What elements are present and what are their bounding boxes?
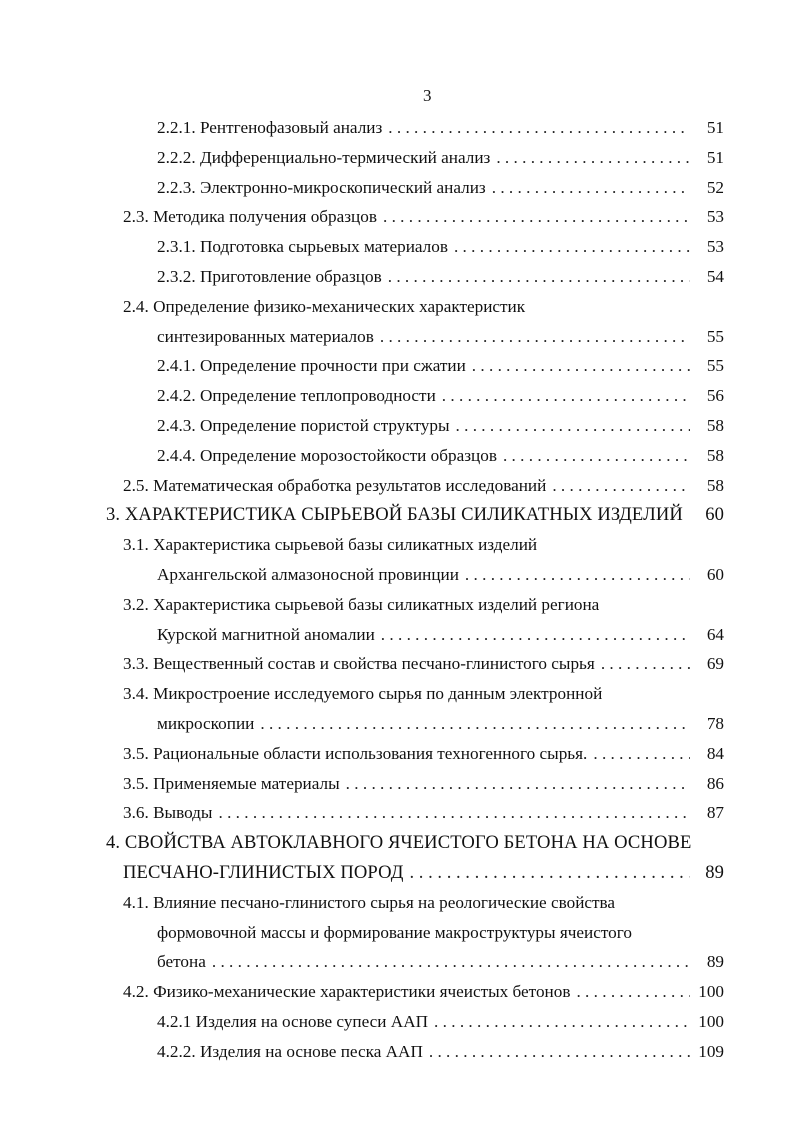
entry-number: 2.2.1. [157, 118, 196, 137]
entry-title: Изделия на основе супеси ААП [195, 1011, 429, 1031]
toc-entry-2-4[interactable] [0, 292, 793, 322]
toc-entry-2-5[interactable] [0, 471, 793, 501]
entry-page: 78 [706, 713, 724, 733]
entry-title: Определение теплопроводности [199, 386, 436, 406]
toc-chapter-4[interactable] [0, 828, 793, 858]
toc-entry-2-4-continued[interactable] [0, 322, 793, 352]
entry-number: 2.4.2. [157, 386, 196, 406]
entry-page: 53 [706, 237, 724, 257]
entry-title: Применяемые материалы [153, 773, 340, 793]
entry-title: Подготовка сырьевых материалов [199, 237, 448, 257]
entry-page: 89 [705, 861, 724, 883]
entry-title: Микростроение исследуемого сырья по данным электронной [153, 684, 603, 704]
entry-number: 3.4. [123, 684, 149, 704]
entry-number: 2.2.2. [157, 147, 196, 167]
entry-title: Характеристика сырьевой базы силикатных изделий региона [153, 594, 600, 614]
toc-entry-2-3-2[interactable] [0, 262, 793, 292]
dot-leader [454, 232, 690, 262]
toc-entry-3-4[interactable] [0, 679, 793, 709]
toc-entry-3-1[interactable] [0, 530, 793, 560]
entry-page: 58 [706, 475, 724, 495]
entry-page: 54 [706, 266, 724, 286]
chapter-number: 3. [106, 504, 121, 526]
entry-title: Математическая обработка результатов исследований [153, 475, 547, 495]
toc-entry-4-2-2[interactable] [0, 1037, 793, 1067]
toc-entry-3-2[interactable] [0, 590, 793, 620]
dot-leader [260, 709, 690, 739]
toc-entry-2-3-1[interactable] [0, 232, 793, 262]
entry-page: 109 [698, 1041, 724, 1061]
toc-entry-4-1-continued[interactable] [0, 918, 793, 948]
toc-entry-2-2-1[interactable] [0, 113, 793, 143]
dot-leader [465, 560, 690, 590]
chapter-title: ХАРАКТЕРИСТИКА СЫРЬЕВОЙ БАЗЫ СИЛИКАТНЫХ ИЗДЕЛИЙ [124, 504, 683, 526]
toc-entry-3-5-materials[interactable] [0, 769, 793, 799]
entry-number: 4.1. [123, 892, 149, 912]
page-number: 3 [423, 86, 432, 105]
entry-page: 86 [706, 773, 724, 793]
entry-title: Дифференциально-термический анализ [199, 147, 491, 167]
entry-title: Влияние песчано-глинистого сырья на реологические свойства [153, 892, 616, 912]
toc-chapter-4-continued[interactable] [0, 858, 793, 888]
chapter-title: СВОЙСТВА АВТОКЛАВНОГО ЯЧЕИСТОГО БЕТОНА НА ОСНОВЕ [124, 832, 692, 854]
dot-leader [218, 798, 690, 828]
entry-number: 3.5. [123, 743, 149, 763]
entry-title-continued: бетона [157, 952, 206, 972]
entry-page: 60 [706, 564, 724, 584]
dot-leader [429, 1037, 690, 1067]
toc-entry-4-1-continued-2[interactable] [0, 947, 793, 977]
entry-title: Определение пористой структуры [199, 415, 450, 435]
entry-title: Изделия на основе песка ААП [199, 1041, 423, 1061]
dot-leader [593, 739, 690, 769]
dot-leader [601, 649, 690, 679]
entry-number: 3.6. [123, 803, 149, 823]
entry-number: 4.2. [123, 982, 149, 1002]
toc-entry-3-5-rational[interactable] [0, 739, 793, 769]
toc-entry-2-4-3[interactable] [0, 411, 793, 441]
entry-page: 58 [706, 445, 724, 465]
entry-page: 84 [706, 743, 724, 763]
dot-leader [346, 769, 690, 799]
dot-leader [442, 381, 690, 411]
entry-title: Определение физико-механических характеристик [153, 296, 526, 316]
dot-leader [576, 977, 690, 1007]
entry-title: Характеристика сырьевой базы силикатных изделий [153, 535, 538, 555]
dot-leader [552, 471, 690, 501]
dot-leader [383, 202, 690, 232]
toc-entry-4-2[interactable] [0, 977, 793, 1007]
entry-page: 55 [706, 326, 724, 346]
entry-title-continued: синтезированных материалов [157, 326, 374, 346]
toc-entry-3-3[interactable] [0, 649, 793, 679]
dot-leader [503, 441, 690, 471]
entry-title: Определение прочности при сжатии [199, 356, 466, 376]
entry-number: 2.4. [123, 296, 149, 316]
entry-number: 3.1. [123, 535, 149, 555]
entry-title-continued: формовочной массы и формирование макроструктуры ячеистого [157, 922, 632, 942]
entry-number: 3.3. [123, 654, 149, 674]
entry-title: Методика получения образцов [153, 207, 377, 227]
entry-number: 4.2.1 [157, 1011, 192, 1031]
toc-entry-2-4-4[interactable] [0, 441, 793, 471]
entry-number: 2.3.2. [157, 266, 196, 286]
dot-leader [434, 1007, 690, 1037]
entry-page: 60 [705, 504, 724, 526]
entry-page: 51 [706, 118, 724, 137]
entry-page: 89 [706, 952, 724, 972]
entry-number: 2.4.1. [157, 356, 196, 376]
entry-title: Определение морозостойкости образцов [199, 445, 497, 465]
entry-title-continued: микроскопии [157, 713, 255, 733]
entry-title-continued: Курской магнитной аномалии [157, 624, 375, 644]
entry-title: Рентгенофазовый анализ [199, 118, 383, 137]
entry-page: 52 [706, 177, 724, 197]
entry-number: 2.3. [123, 207, 149, 227]
toc-entry-3-6[interactable] [0, 798, 793, 828]
entry-number: 2.2.3. [157, 177, 196, 197]
chapter-title-continued: ПЕСЧАНО-ГЛИНИСТЫХ ПОРОД [123, 861, 404, 883]
entry-page: 100 [698, 1011, 724, 1031]
toc-entry-3-4-continued[interactable] [0, 709, 793, 739]
dot-leader [689, 500, 690, 530]
entry-page: 53 [706, 207, 724, 227]
entry-title: Приготовление образцов [199, 266, 382, 286]
dot-leader [496, 143, 690, 173]
dot-leader [410, 858, 691, 888]
entry-page: 51 [706, 147, 724, 167]
entry-title: Вещественный состав и свойства песчано-глинистого сырья [153, 654, 595, 674]
dot-leader [212, 947, 690, 977]
entry-number: 4.2.2. [157, 1041, 196, 1061]
entry-title: Рациональные области использования техногенного сырья. [153, 743, 588, 763]
entry-title: Электронно-микроскопический анализ [199, 177, 486, 197]
dot-leader [388, 262, 690, 292]
entry-page: 58 [706, 415, 724, 435]
toc-entry-3-2-continued[interactable] [0, 620, 793, 650]
entry-title: Физико-механические характеристики ячеистых бетонов [153, 982, 571, 1002]
entry-number: 2.3.1. [157, 237, 196, 257]
entry-number: 3.5. [123, 773, 149, 793]
entry-title-continued: Архангельской алмазоносной провинции [157, 564, 459, 584]
table-of-contents [0, 113, 793, 1067]
toc-entry-2-4-2[interactable] [0, 381, 793, 411]
dot-leader [380, 322, 690, 352]
toc-chapter-3[interactable] [0, 500, 793, 530]
chapter-number: 4. [106, 832, 121, 854]
toc-entry-4-2-1[interactable] [0, 1007, 793, 1037]
toc-entry-2-3[interactable] [0, 202, 793, 232]
entry-number: 3.2. [123, 594, 149, 614]
dot-leader [456, 411, 690, 441]
entry-page: 64 [706, 624, 724, 644]
toc-entry-4-1[interactable] [0, 888, 793, 918]
dot-leader [388, 113, 690, 143]
entry-number: 2.4.3. [157, 415, 196, 435]
dot-leader [381, 620, 690, 650]
dot-leader [472, 351, 690, 381]
entry-page: 55 [706, 356, 724, 376]
toc-entry-2-2-3[interactable] [0, 173, 793, 203]
entry-page: 100 [698, 982, 724, 1002]
toc-entry-2-2-2[interactable] [0, 143, 793, 173]
entry-page: 69 [706, 654, 724, 674]
toc-entry-3-1-continued[interactable] [0, 560, 793, 590]
entry-number: 2.4.4. [157, 445, 196, 465]
toc-entry-2-4-1[interactable] [0, 351, 793, 381]
dot-leader [492, 173, 690, 203]
entry-title: Выводы [153, 803, 213, 823]
entry-page: 56 [706, 386, 724, 406]
entry-number: 2.5. [123, 475, 149, 495]
entry-page: 87 [706, 803, 724, 823]
